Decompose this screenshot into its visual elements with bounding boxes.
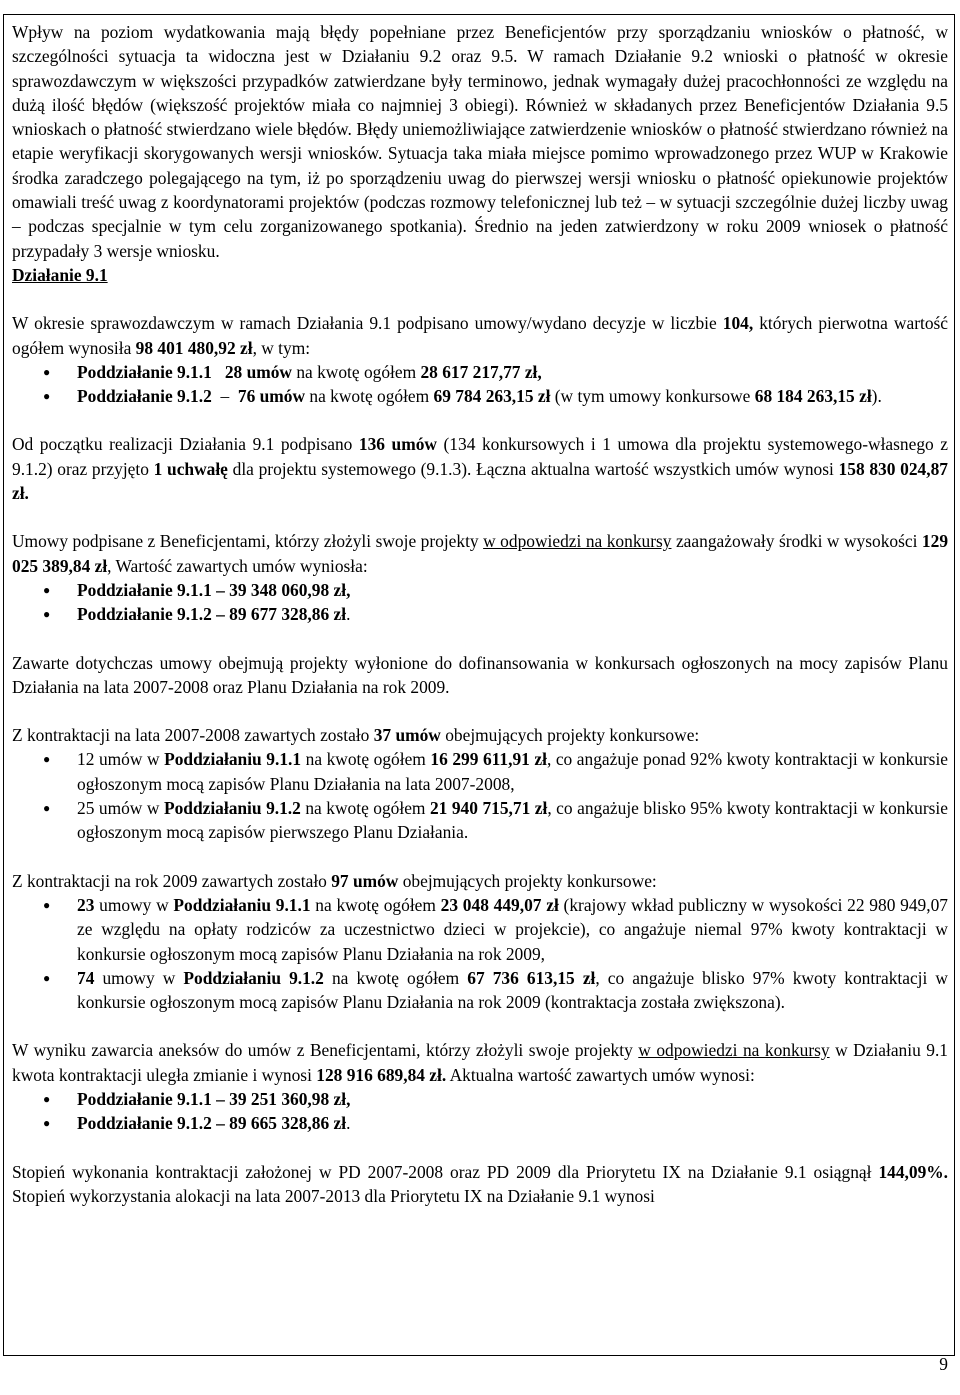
paragraph-contracts-summary: W okresie sprawozdawczym w ramach Działania 9.1 podpisano umowy/wydano decyzje w liczbie 104, których pierwotna wartość ogółem wynosiła 98 401 480,92 zł, w tym:	[12, 313, 948, 358]
list-item: ● Poddziałanie 9.1.2 – 89 665 328,86 zł.	[12, 1111, 948, 1135]
paragraph-plans: Zawarte dotychczas umowy obejmują projekty wyłonione do dofinansowania w konkursach ogłoszonych na mocy zapisów Planu Działania na lata 2007-2008 oraz Planu Działania na rok 2009.	[12, 652, 948, 697]
list-current-values	[12, 1087, 948, 1136]
paragraph-contracting-2009: Z kontraktacji na rok 2009 zawartych zostało 97 umów obejmujących projekty konkursowe:	[12, 870, 657, 891]
list-item: ● Poddziałanie 9.1.1 – 39 251 360,98 zł,	[12, 1087, 948, 1111]
list-item: ● Poddziałanie 9.1.2 – 89 677 328,86 zł.	[12, 602, 948, 626]
document-body	[12, 20, 948, 1208]
list-contract-values	[12, 578, 948, 627]
list-subactions-contracts	[12, 360, 948, 409]
paragraph-competition-contracts: Umowy podpisane z Beneficjentami, którzy złożyli swoje projekty w odpowiedzi na konkursy zaangażowały środki w wysokości 129 025 389,84 zł, Wartość zawartych umów wyniosła:	[12, 531, 949, 576]
paragraph-annexes: W wyniku zawarcia aneksów do umów z Beneficjentami, którzy złożyli swoje projekty w odpowiedzi na konkursy w Działaniu 9.1 kwota kontraktacji uległa zmianie i wynosi 128 916 689,84 zł. Aktualna wartość zawartych umów wynosi:	[12, 1040, 948, 1085]
list-item: ● 23 umowy w Poddziałaniu 9.1.1 na kwotę ogółem 23 048 449,07 zł (krajowy wkład publiczny w wysokości 22 980 949,07 ze względu na opłaty rodziców za uczestnictwo dzieci w projekcie), co angażuje niemal 97% kwoty kontraktacji w konkursie ogłoszonym mocą zapisów Planu Działania na rok 2009,	[12, 893, 948, 966]
intro-paragraph: Wpływ na poziom wydatkowania mają błędy popełniane przez Beneficjentów przy sporządzaniu wniosków o płatność, w szczególności sytuacja ta widoczna jest w Działaniu 9.2 oraz 9.5. W ramach Działanie 9.2 wnioski o płatność w okresie sprawozdawczym w większości przypadków zatwierdzane były terminowo, jednak wymagały dużej pracochłonności ze względu na dużą ilość błędów (większość projektów miała co najmniej 3 obiegi). Również w składanych przez Beneficjentów Działania 9.5 wnioskach o płatność stwierdzano wiele błędów. Błędy uniemożliwiające zatwierdzenie wniosków o płatność stwierdzano również na etapie weryfikacji skorygowanych wersji wniosków. Sytuacja taka miała miejsce pomimo wprowadzonego przez WUP w Krakowie środka zaradczego polegającego na tym, iż po sporządzeniu uwag do pierwszej wersji wniosku o płatność opiekunowie projektów omawiali treść uwag z koordynatorami projektów (podczas rozmowy telefonicznej lub też – w sytuacji szczególnie dużej liczby uwag – podczas specjalnie w tym celu zorganizowanego spotkania). Średnio na jeden zatwierdzony w roku 2009 wniosek o płatność przypadały 3 wersje wniosku.	[12, 22, 948, 261]
paragraph-total-contracts: Od początku realizacji Działania 9.1 podpisano 136 umów (134 konkursowych i 1 umowa dla projektu systemowego-własnego z 9.1.2) oraz przyjęto 1 uchwałę dla projektu systemowego (9.1.3). Łączna aktualna wartość wszystkich umów wynosi 158 830 024,87 zł.	[12, 434, 948, 504]
list-contracting-2009	[12, 893, 948, 1014]
list-item: ● 74 umowy w Poddziałaniu 9.1.2 na kwotę ogółem 67 736 613,15 zł, co angażuje blisko 97% kwoty kontraktacji w konkursie ogłoszonym mocą zapisów Planu Działania na rok 2009 (kontraktacja została zwiększona).	[12, 966, 948, 1015]
paragraph-execution-rate: Stopień wykonania kontraktacji założonej w PD 2007-2008 oraz PD 2009 dla Priorytetu IX na Działanie 9.1 osiągnął 144,09%. Stopień wykorzystania alokacji na lata 2007-2013 dla Priorytetu IX na Działanie 9.1 wynosi	[12, 1161, 948, 1206]
list-item: ● Poddziałanie 9.1.1 28 umów na kwotę ogółem 28 617 217,77 zł,	[12, 360, 948, 384]
paragraph-contracting-2007-2008: Z kontraktacji na lata 2007-2008 zawartych zostało 37 umów obejmujących projekty konkursowe:	[12, 725, 700, 746]
list-item: ● Poddziałanie 9.1.2 – 76 umów na kwotę ogółem 69 784 263,15 zł (w tym umowy konkursowe 68 184 263,15 zł).	[12, 384, 948, 408]
page-number: 9	[939, 1354, 948, 1374]
list-item: ● 25 umów w Poddziałaniu 9.1.2 na kwotę ogółem 21 940 715,71 zł, co angażuje blisko 95% kwoty kontraktacji w konkursie ogłoszonym mocą zapisów pierwszego Planu Działania.	[12, 796, 948, 845]
section-heading: Działanie 9.1	[12, 264, 108, 285]
list-item: ● 12 umów w Poddziałaniu 9.1.1 na kwotę ogółem 16 299 611,91 zł, co angażuje ponad 92% kwoty kontraktacji w konkursie ogłoszonym mocą zapisów Planu Działania na lata 2007-2008,	[12, 747, 948, 796]
list-item: ● Poddziałanie 9.1.1 – 39 348 060,98 zł,	[12, 578, 948, 602]
list-contracting-2007-2008	[12, 747, 948, 844]
